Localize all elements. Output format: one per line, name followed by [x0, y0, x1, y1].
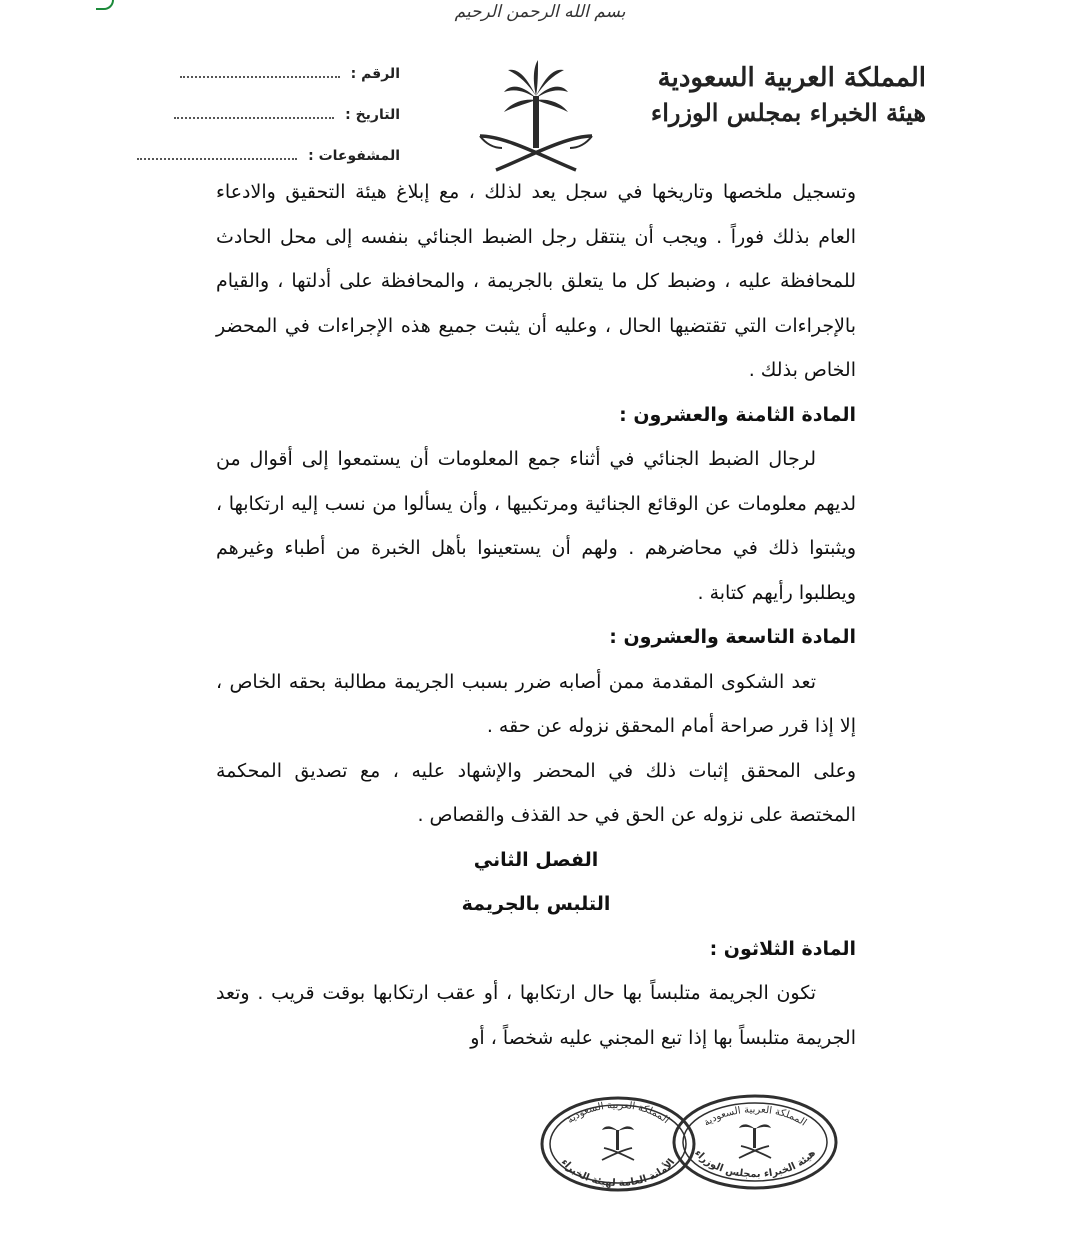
chapter-subtitle: التلبس بالجريمة — [461, 893, 611, 915]
article-29-text-2: وعلى المحقق إثبات ذلك في المحضر والإشهاد عليه ، مع تصديق المحكمة المختصة على نزوله عن الحق في حد القذف والقصاص . — [216, 759, 856, 826]
article-29-text-1: تعد الشكوى المقدمة ممن أصابه ضرر بسبب الجريمة مطالبة بحقه الخاص ، إلا إذا قرر صراحة أمام المحقق نزوله عن حقه . — [216, 670, 856, 737]
article-28-text: لرجال الضبط الجنائي في أثناء جمع المعلومات أن يستمعوا إلى أقوال من لديهم معلومات عن الوقائع الجنائية ومرتكبيها ، وأن يسألوا من نسب إليه ارتكابها ، ويثبتوا ذلك في محاضرهم . ولهم أن يستعينوا بأهل الخبرة من أطباء وغيرهم ويطلبوا رأيهم كتابة . — [216, 448, 856, 604]
reference-fields — [140, 62, 400, 185]
left-seal-top-text: المملكة العربية السعودية — [564, 1099, 672, 1127]
right-seal-bottom-text: هيئة الخبراء بمجلس الوزراء — [692, 1147, 818, 1181]
right-seal-top-text: المملكة العربية السعودية — [701, 1104, 809, 1129]
chapter-title: الفصل الثاني — [473, 848, 599, 871]
article-29-heading: المادة التاسعة والعشرون : — [609, 626, 856, 648]
ref-number-label: الرقم : — [350, 66, 400, 82]
authority-name: هيئة الخبراء بمجلس الوزراء — [650, 98, 926, 127]
kingdom-name: المملكة العربية السعودية — [657, 63, 926, 93]
letterhead-title — [626, 60, 926, 130]
ref-attachments-label: المشفوعات : — [308, 148, 400, 164]
experts-authority-seal-icon — [670, 1092, 840, 1192]
ref-date-label: التاريخ : — [345, 107, 400, 123]
basmala: بسم الله الرحمن الرحيم — [454, 2, 626, 22]
svg-text:هيئة الخبراء بمجلس الوزراء — [692, 1148, 818, 1180]
ref-number-row — [140, 62, 400, 103]
ref-attachments-line — [137, 144, 297, 160]
ref-date-line — [174, 103, 334, 119]
palm-swords-emblem-icon — [476, 58, 596, 178]
svg-text:الأمانة العامة لهيئة الخبراء — [559, 1157, 678, 1189]
intro-paragraph: وتسجيل ملخصها وتاريخها في سجل يعد لذلك ، مع إبلاغ هيئة التحقيق والادعاء العام بذلك فوراً . ويجب أن ينتقل رجل الضبط الجنائي بنفسه إلى محل الحادث للمحافظة عليه ، وضبط كل ما يتعلق بالجريمة ، والمحافظة على أدلتها ، والقيام بالإجراءات التي تقتضيها الحال ، وعليه أن يثبت جميع هذه الإجراءات في المحضر الخاص بذلك . — [216, 181, 856, 381]
article-28-heading: المادة الثامنة والعشرون : — [619, 403, 856, 426]
ref-number-line — [180, 62, 340, 78]
article-30-text: تكون الجريمة متلبساً بها حال ارتكابها ، أو عقب ارتكابها بوقت قريب . وتعد الجريمة متلبساً بها إذا تبع المجني عليه شخصاً ، أو — [216, 982, 856, 1049]
ref-date-row — [140, 103, 400, 144]
document-body — [216, 170, 856, 1060]
article-30-heading: المادة الثلاثون : — [709, 937, 856, 960]
corner-mark — [96, 0, 114, 10]
left-seal-bottom-text: الأمانة العامة لهيئة الخبراء — [558, 1156, 678, 1190]
